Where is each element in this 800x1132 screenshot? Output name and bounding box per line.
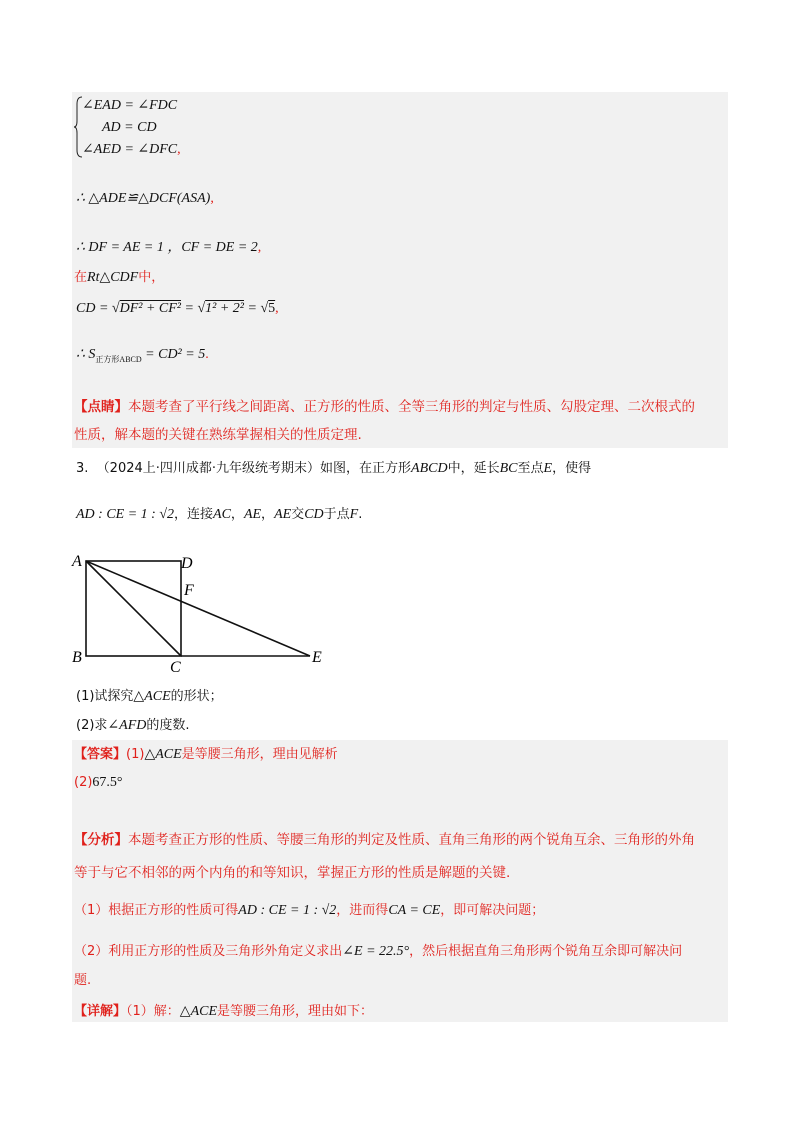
analysis-line-2: 等于与它不相邻的两个内角的和等知识，掌握正方形的性质是解题的关键.: [74, 865, 511, 881]
label-e: E: [312, 649, 322, 666]
area-line: ∴ $S_{正方形ABCD} = CD^2 = 5$.: [76, 347, 209, 364]
problem-statement-line-2: AD : CE = 1 : √2，连接AC，AE，AE交CD于点F.: [76, 507, 363, 522]
analysis-line-1: 【分析】本题考查正方形的性质、等腰三角形的判定及性质、直角三角形的两个锐角互余、三角形的外角: [74, 832, 695, 848]
system-eq-3: ∠AED = ∠DFC,: [82, 142, 181, 157]
comment-line-1: 【点睛】本题考查了平行线之间距离、正方形的性质、全等三角形的判定与性质、勾股定理、二次根式的: [74, 399, 695, 415]
answer-line-2: (2)67.5°: [74, 775, 123, 790]
cd-length-line: CD = √DF² + CF² = √1² + 2² = √5,: [76, 301, 279, 316]
system-eq-2: AD = CD: [102, 120, 157, 135]
label-a: A: [72, 553, 82, 570]
congruence-line: ∴ △ADE≌△DCF(ASA),: [76, 191, 214, 206]
analysis-step-1: （1）根据正方形的性质可得AD : CE = 1 : √2，进而得CA = CE，即可解决问题；: [74, 903, 545, 918]
lengths-line: ∴ DF = AE = 1 ，CF = DE = 2,: [76, 240, 262, 255]
question-1: (1)试探究△ACE的形状；: [76, 689, 223, 704]
answer-line-1: 【答案】(1)△ACE是等腰三角形，理由见解析: [74, 747, 338, 762]
label-b: B: [72, 649, 82, 666]
problem-statement-line-1: 3. （2024上·四川成都·九年级统考期末）如图，在正方形ABCD中，延长BC至点E，使得: [76, 461, 592, 476]
segment-ac: [86, 561, 181, 656]
comment-line-2: 性质，解本题的关键在熟练掌握相关的性质定理.: [74, 427, 362, 443]
label-f: F: [184, 582, 194, 599]
system-eq-1: ∠EAD = ∠FDC: [82, 98, 178, 113]
analysis-step-2: （2）利用正方形的性质及三角形外角定义求出∠E = 22.5°，然后根据直角三角形两个锐角互余即可解决问: [74, 944, 683, 959]
segment-ae: [86, 561, 310, 656]
rt-triangle-line: 在Rt△CDF中，: [74, 270, 165, 285]
label-d: D: [181, 555, 193, 572]
detail-line: 【详解】（1）解：△ACE是等腰三角形，理由如下：: [74, 1004, 374, 1019]
analysis-step-2-end: 题.: [74, 973, 92, 988]
geometry-figure: [60, 550, 340, 675]
question-2: (2)求∠AFD的度数.: [76, 718, 190, 733]
label-c: C: [170, 659, 181, 675]
